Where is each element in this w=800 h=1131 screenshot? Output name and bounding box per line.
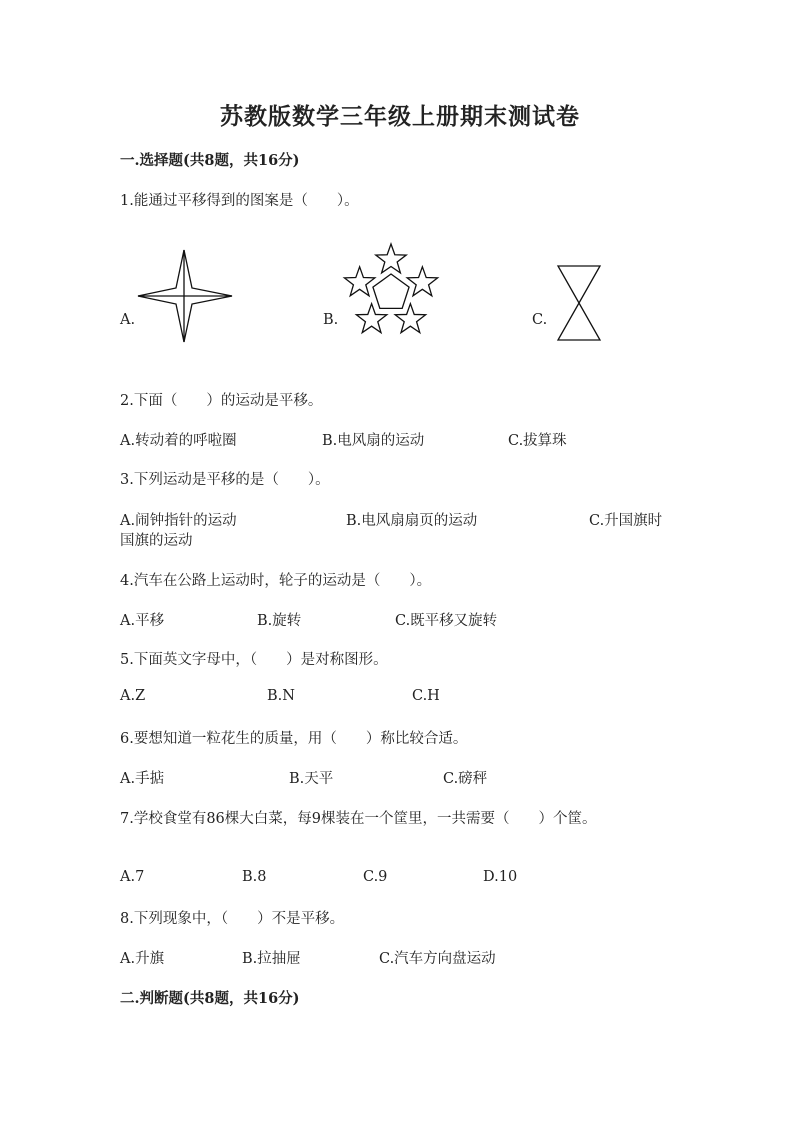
question-6-option-c: C.磅秤 <box>443 771 488 787</box>
star-shape <box>376 244 406 273</box>
question-1-stem: 1.能通过平移得到的图案是（ ）。 <box>120 193 359 209</box>
question-5-option-a: A.Z <box>120 688 146 704</box>
question-3-option-a: A.闹钟指针的运动 <box>120 513 237 529</box>
question-2-stem: 2.下面（ ）的运动是平移。 <box>120 393 323 409</box>
star-shape <box>407 267 437 296</box>
question-1-option-a: A. <box>120 312 136 328</box>
hourglass-icon <box>556 265 602 341</box>
question-3-option-c: C.升国旗时 <box>589 513 663 529</box>
question-2-option-c: C.拔算珠 <box>508 433 567 449</box>
question-7-option-d: D.10 <box>483 869 518 885</box>
page-title: 苏教版数学三年级上册期末测试卷 <box>220 103 580 130</box>
section-heading-choice: 一.选择题(共8题，共16分) <box>120 152 300 169</box>
question-5-option-c: C.H <box>412 688 440 704</box>
question-5-stem: 5.下面英文字母中，（ ）是对称图形。 <box>120 652 388 668</box>
question-7-option-a: A.7 <box>120 869 145 885</box>
section-heading-judgement: 二.判断题(共8题，共16分) <box>120 990 300 1007</box>
question-4-option-c: C.既平移又旋转 <box>395 613 498 629</box>
question-4-option-a: A.平移 <box>120 613 165 629</box>
question-5-option-b: B.N <box>267 688 295 704</box>
question-6-stem: 6.要想知道一粒花生的质量，用（ ）称比较合适。 <box>120 731 468 747</box>
question-6-option-a: A.手掂 <box>120 771 165 787</box>
question-1-option-b: B. <box>323 312 339 328</box>
question-1-option-c: C. <box>532 312 548 328</box>
question-3-option-b: B.电风扇扇页的运动 <box>346 513 478 529</box>
question-4-stem: 4.汽车在公路上运动时，轮子的运动是（ ）。 <box>120 573 432 589</box>
question-8-option-a: A.升旗 <box>120 951 165 967</box>
question-7-stem: 7.学校食堂有86棵大白菜，每9棵装在一个筐里，一共需要（ ）个筐。 <box>120 811 597 827</box>
pentagon-shape <box>373 274 409 308</box>
question-2-option-b: B.电风扇的运动 <box>322 433 425 449</box>
star-shape <box>344 267 374 296</box>
question-7-option-c: C.9 <box>363 869 388 885</box>
question-8-option-c: C.汽车方向盘运动 <box>379 951 496 967</box>
question-3-option-c-continued: 国旗的运动 <box>120 533 193 549</box>
question-8-stem: 8.下列现象中，（ ）不是平移。 <box>120 911 345 927</box>
four-point-star-icon <box>138 250 233 342</box>
stars-ring-icon <box>342 246 440 340</box>
question-2-option-a: A.转动着的呼啦圈 <box>120 433 237 449</box>
question-4-option-b: B.旋转 <box>257 613 302 629</box>
question-3-stem: 3.下列运动是平移的是（ ）。 <box>120 472 330 488</box>
question-7-option-b: B.8 <box>242 869 267 885</box>
question-8-option-b: B.拉抽屉 <box>242 951 301 967</box>
question-6-option-b: B.天平 <box>289 771 334 787</box>
